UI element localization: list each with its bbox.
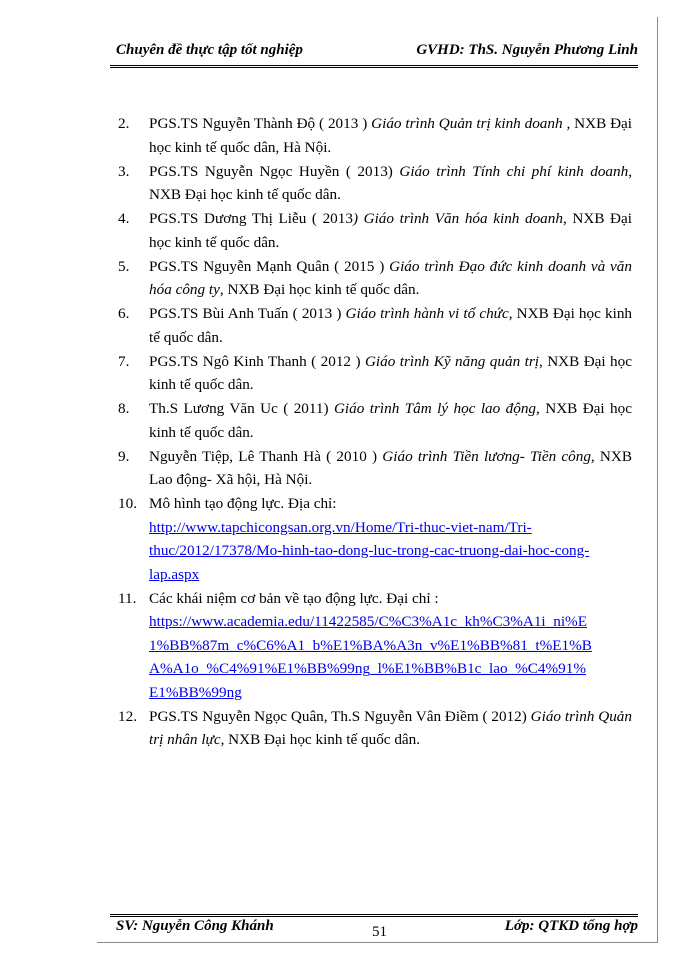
reference-description: Các khái niệm cơ bản về tạo động lực. Đại chỉ :	[149, 589, 439, 607]
reference-title: Giáo trình Quản trị kinh doanh ,	[371, 115, 571, 132]
reference-title: Giáo trình Tính chi phí kinh doanh	[399, 162, 629, 180]
reference-author: Th.S Lương Văn Uc ( 2011)	[149, 400, 334, 417]
reference-publisher: , NXB Đại học kinh tế quốc dân.	[220, 731, 421, 748]
reference-title: Giáo trình Tâm lý học lao động	[333, 400, 537, 417]
reference-item-7	[118, 350, 632, 397]
header-title: Chuyên đề thực tập tốt nghiệp	[116, 42, 303, 58]
reference-item-2	[118, 112, 632, 159]
reference-number: 9.	[118, 447, 130, 465]
page-footer	[116, 918, 638, 940]
reference-publisher: , NXB Đại học kinh tế quốc dân.	[149, 352, 632, 393]
footer-rule	[110, 914, 638, 917]
reference-author: PGS.TS Nguyễn Ngọc Huyền ( 2013)	[149, 162, 400, 180]
reference-item-12	[118, 705, 632, 752]
reference-item-4	[118, 207, 632, 254]
reference-publisher: NXB Lao động- Xã hội, Hà Nội.	[149, 447, 632, 488]
reference-link-line[interactable]: http://www.tapchicongsan.org.vn/Home/Tri-thuc-viet-nam/Tri-	[149, 518, 532, 536]
reference-link-line[interactable]: E1%BB%99ng	[149, 683, 242, 701]
reference-publisher: , NXB Đại học kinh tế quốc dân.	[219, 281, 420, 298]
reference-link-line[interactable]: 1%BB%87m_c%C6%A1_b%E1%BA%A3n_v%E1%BB%81_t%E1%B	[149, 636, 592, 654]
header-advisor: GVHD: ThS. Nguyễn Phương Linh	[416, 42, 638, 58]
reference-number: 3.	[118, 162, 130, 180]
reference-publisher: , NXB Đại học kinh tế quốc dân.	[149, 162, 633, 203]
reference-link-line[interactable]: https://www.academia.edu/11422585/C%C3%A1c_kh%C3%A1i_ni%E	[149, 613, 587, 630]
reference-title: Giáo trình Đạo đức kinh doanh và văn hóa công ty	[149, 257, 632, 298]
reference-number: 10.	[118, 495, 137, 512]
reference-number: 4.	[118, 210, 130, 227]
reference-number: 7.	[118, 352, 130, 370]
reference-author: Nguyễn Tiệp, Lê Thanh Hà ( 2010 )	[149, 447, 383, 465]
reference-title: ) Giáo trình Văn hóa kinh doanh	[352, 210, 563, 227]
reference-item-9	[118, 445, 632, 492]
page-number: 51	[372, 924, 387, 940]
reference-author: PGS.TS Nguyễn Ngọc Quân, Th.S Nguyễn Vân Điềm ( 2012)	[149, 707, 531, 725]
reference-author: PGS.TS Dương Thị Liễu ( 2013	[149, 210, 353, 227]
reference-author: PGS.TS Nguyễn Mạnh Quân ( 2015 )	[149, 257, 390, 275]
reference-title: Giáo trình hành vi tổ chức	[345, 305, 509, 322]
reference-link-line[interactable]: thuc/2012/17378/Mo-hinh-tao-dong-luc-trong-cac-truong-dai-hoc-cong-	[149, 542, 590, 559]
reference-item-3	[118, 160, 632, 207]
reference-number: 6.	[118, 305, 130, 322]
reference-author: PGS.TS Nguyễn Thành Độ ( 2013 )	[149, 115, 372, 132]
reference-number: 8.	[118, 400, 130, 417]
reference-number: 5.	[118, 257, 130, 275]
reference-number: 11.	[118, 589, 137, 607]
page-header	[116, 42, 638, 64]
reference-publisher: , NXB Đại học kinh tế quốc dân.	[149, 400, 632, 441]
reference-link-line[interactable]: A%A1o_%C4%91%E1%BB%99ng_l%E1%BB%B1c_lao_%C4%91%	[149, 660, 587, 677]
reference-link-line[interactable]: lap.aspx	[149, 565, 200, 583]
reference-publisher: , NXB Đại học kinh tế quốc dân.	[149, 210, 632, 251]
reference-item-6	[118, 302, 632, 349]
footer-class: Lớp: QTKD tổng hợp	[504, 918, 638, 934]
reference-title: Giáo trình Tiền lương- Tiền công,	[382, 447, 595, 465]
reference-item-10	[118, 492, 632, 586]
reference-number: 12.	[118, 707, 137, 725]
reference-list	[118, 112, 632, 752]
footer-student: SV: Nguyễn Công Khánh	[116, 918, 274, 934]
header-rule	[110, 65, 638, 68]
reference-number: 2.	[118, 115, 130, 132]
reference-item-5	[118, 255, 632, 302]
reference-publisher: , NXB Đại học kinh tế quốc dân.	[149, 305, 633, 346]
reference-item-11	[118, 587, 632, 705]
reference-item-8	[118, 397, 632, 444]
reference-author: PGS.TS Ngô Kinh Thanh ( 2012 )	[149, 352, 365, 370]
reference-publisher: NXB Đại học kinh tế quốc dân, Hà Nội.	[149, 115, 632, 156]
reference-title: Giáo trình Quản trị nhân lực	[149, 707, 632, 748]
reference-title: Giáo trình Kỹ năng quản trị	[364, 352, 539, 370]
reference-author: PGS.TS Bùi Anh Tuấn ( 2013 )	[149, 305, 346, 322]
reference-description: Mô hình tạo động lực. Địa chỉ:	[149, 495, 337, 512]
